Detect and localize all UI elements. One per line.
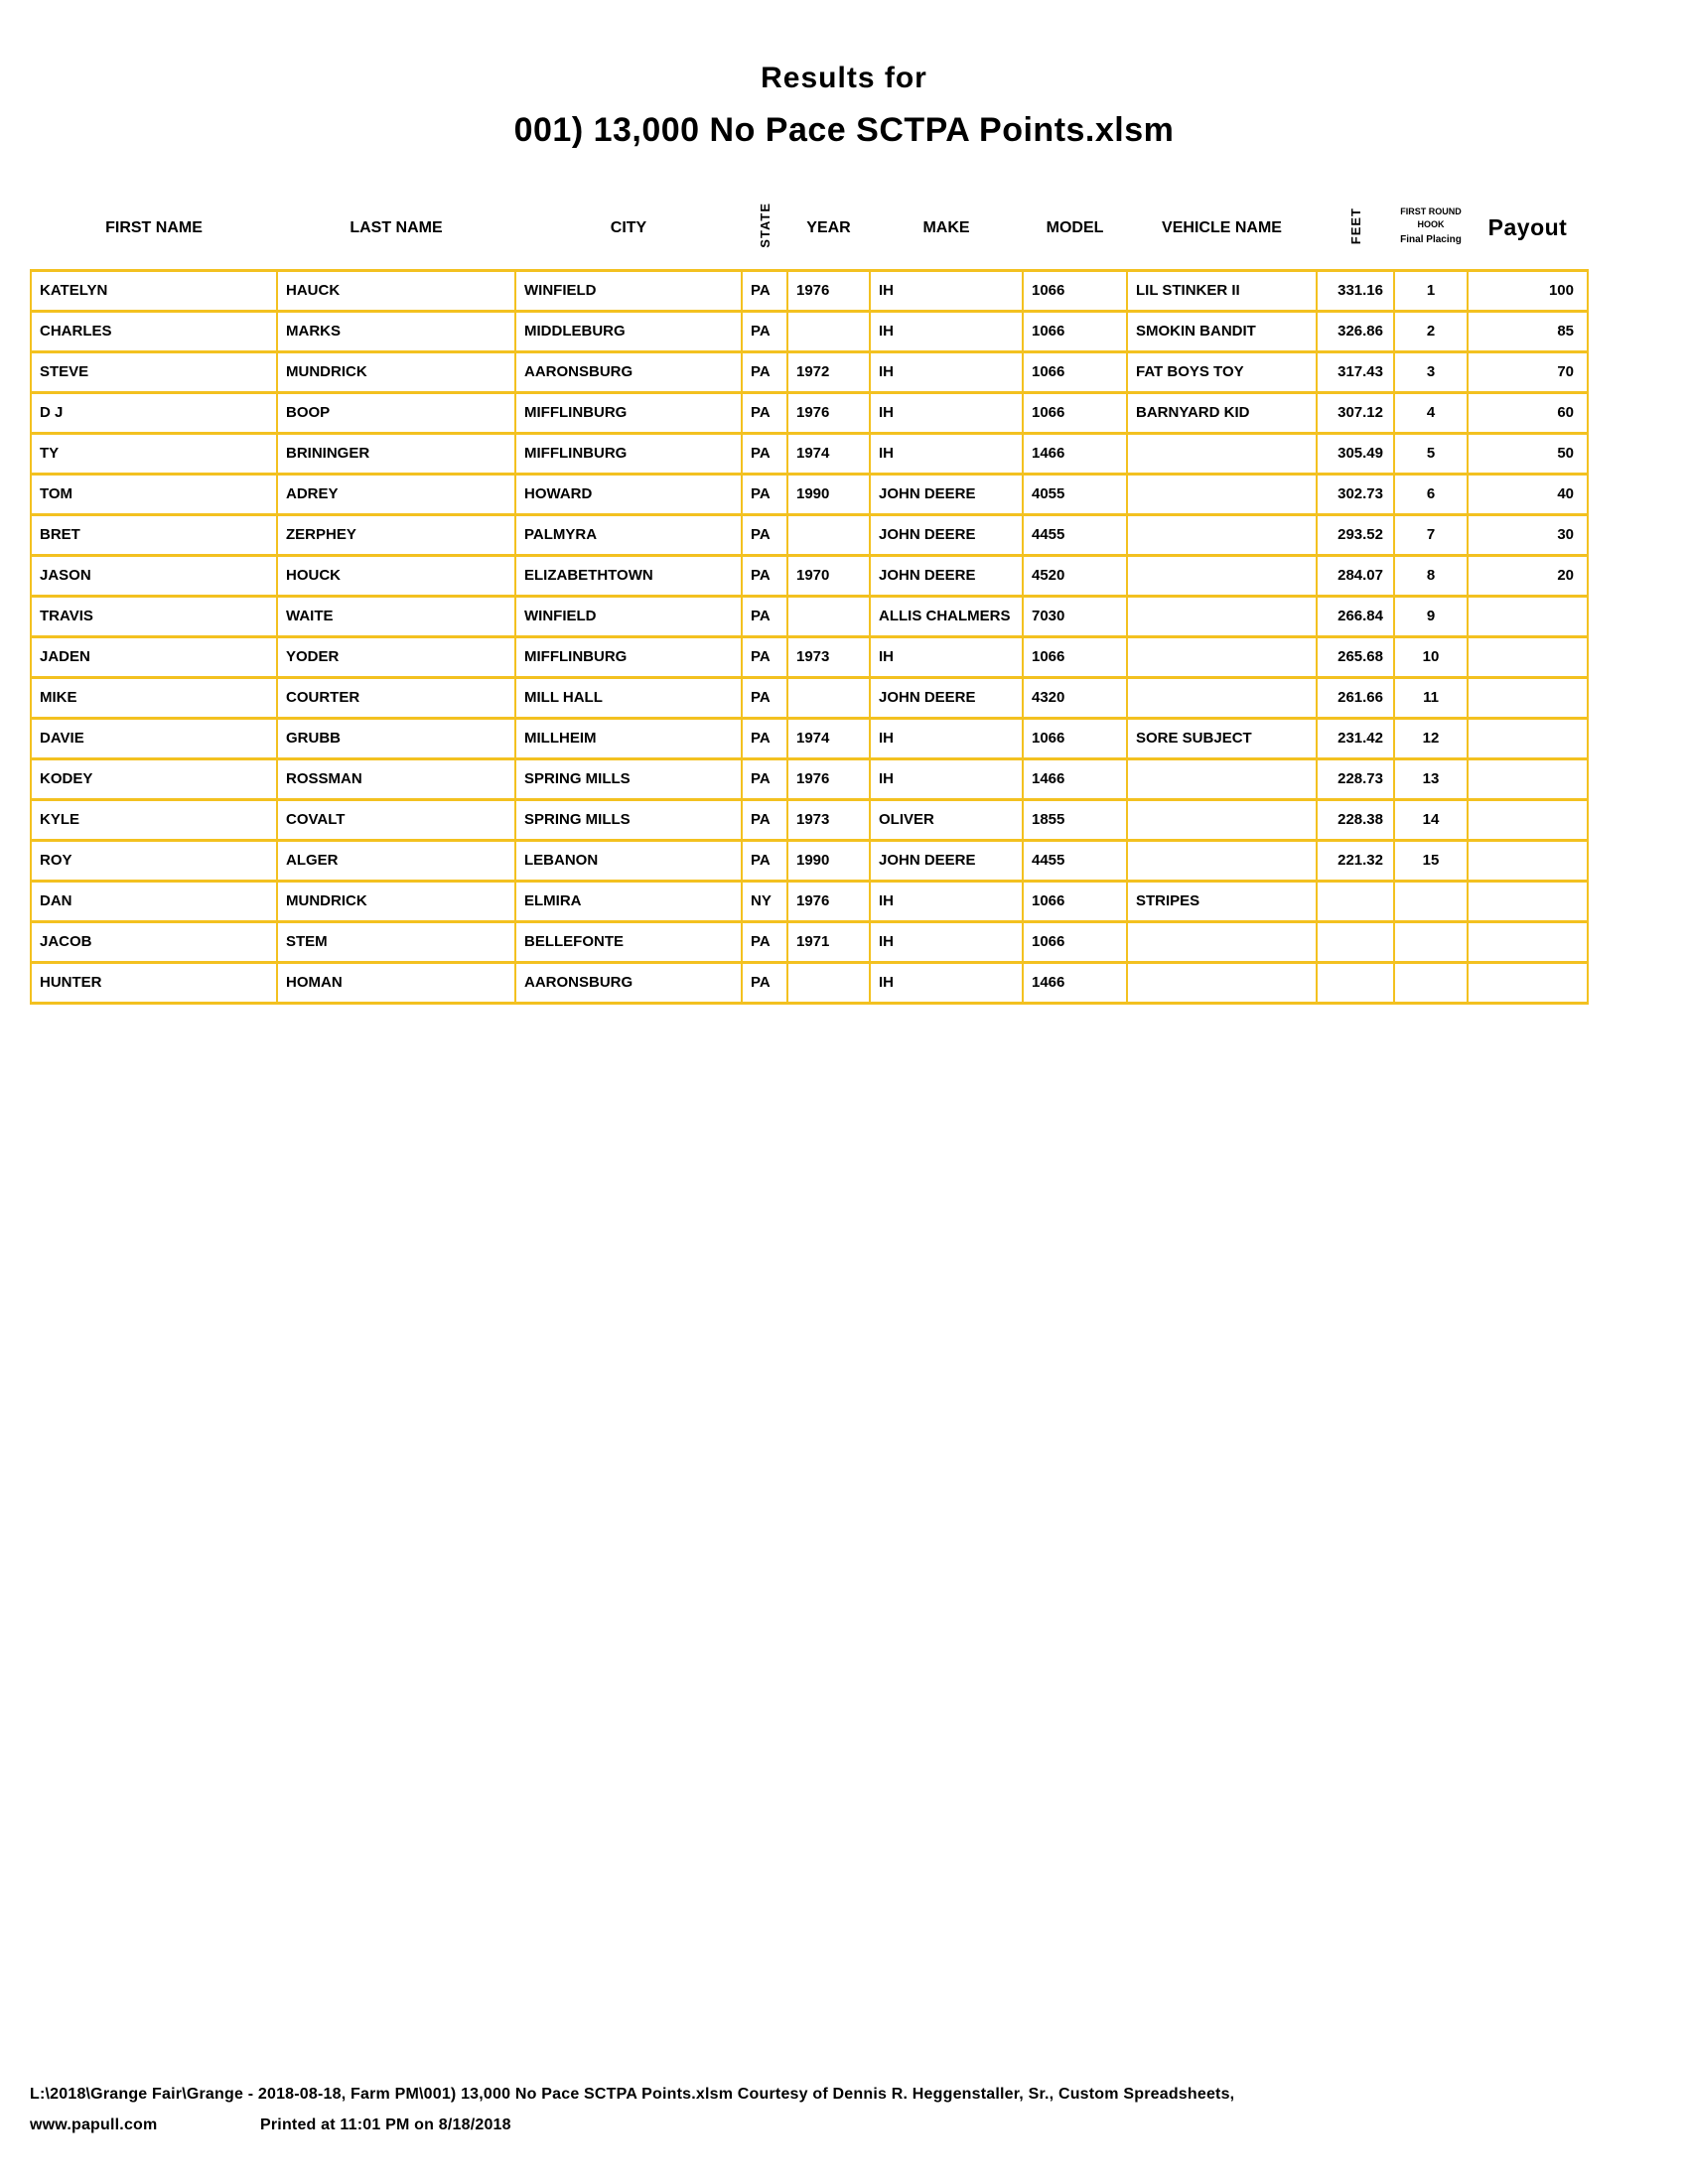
cell-feet: 326.86 <box>1317 311 1394 351</box>
cell-feet <box>1317 962 1394 1003</box>
results-table-wrap <box>30 194 1589 1005</box>
header-hook-line1: FIRST ROUND <box>1400 205 1462 216</box>
cell-model: 1466 <box>1023 433 1127 474</box>
cell-year: 1972 <box>787 351 870 392</box>
header-year: YEAR <box>806 218 851 236</box>
cell-vehicle-name <box>1127 840 1317 881</box>
cell-state: PA <box>742 433 787 474</box>
cell-state: PA <box>742 474 787 514</box>
cell-city: WINFIELD <box>515 596 742 636</box>
cell-state: PA <box>742 921 787 962</box>
cell-first-name: TRAVIS <box>31 596 277 636</box>
cell-last-name: ALGER <box>277 840 515 881</box>
cell-first-name: D J <box>31 392 277 433</box>
cell-state: PA <box>742 596 787 636</box>
cell-model: 4520 <box>1023 555 1127 596</box>
cell-last-name: HAUCK <box>277 270 515 311</box>
cell-first-name: HUNTER <box>31 962 277 1003</box>
cell-first-name: JASON <box>31 555 277 596</box>
cell-model: 4455 <box>1023 840 1127 881</box>
cell-hook: 15 <box>1394 840 1468 881</box>
cell-make: IH <box>870 311 1023 351</box>
cell-vehicle-name <box>1127 962 1317 1003</box>
cell-city: MIFFLINBURG <box>515 433 742 474</box>
cell-vehicle-name <box>1127 677 1317 718</box>
cell-city: ELIZABETHTOWN <box>515 555 742 596</box>
cell-model: 1066 <box>1023 636 1127 677</box>
header-feet-label: FEET <box>1347 206 1363 244</box>
cell-make: JOHN DEERE <box>870 514 1023 555</box>
cell-model: 1855 <box>1023 799 1127 840</box>
footer-printed-at: Printed at 11:01 PM on 8/18/2018 <box>260 2116 511 2133</box>
footer-website: www.papull.com <box>30 2116 158 2133</box>
cell-last-name: BOOP <box>277 392 515 433</box>
cell-model: 1066 <box>1023 351 1127 392</box>
cell-payout: 100 <box>1468 270 1588 311</box>
cell-vehicle-name: FAT BOYS TOY <box>1127 351 1317 392</box>
table-row <box>31 840 1588 881</box>
cell-payout <box>1468 758 1588 799</box>
cell-year: 1976 <box>787 392 870 433</box>
cell-state: PA <box>742 392 787 433</box>
cell-last-name: BRININGER <box>277 433 515 474</box>
cell-city: WINFIELD <box>515 270 742 311</box>
table-row <box>31 392 1588 433</box>
cell-hook: 4 <box>1394 392 1468 433</box>
header-feet <box>1317 194 1394 270</box>
cell-hook <box>1394 921 1468 962</box>
cell-make: IH <box>870 270 1023 311</box>
cell-hook: 5 <box>1394 433 1468 474</box>
cell-hook: 10 <box>1394 636 1468 677</box>
cell-feet: 317.43 <box>1317 351 1394 392</box>
header-city: CITY <box>610 218 647 236</box>
cell-feet: 331.16 <box>1317 270 1394 311</box>
cell-payout: 50 <box>1468 433 1588 474</box>
cell-make: JOHN DEERE <box>870 677 1023 718</box>
cell-hook: 9 <box>1394 596 1468 636</box>
cell-last-name: COURTER <box>277 677 515 718</box>
results-table-header <box>31 194 1588 270</box>
cell-vehicle-name <box>1127 758 1317 799</box>
cell-first-name: ROY <box>31 840 277 881</box>
header-vehicle-name: VEHICLE NAME <box>1162 218 1282 236</box>
cell-state: NY <box>742 881 787 921</box>
cell-year: 1974 <box>787 433 870 474</box>
cell-city: HOWARD <box>515 474 742 514</box>
cell-hook: 2 <box>1394 311 1468 351</box>
cell-vehicle-name <box>1127 555 1317 596</box>
cell-payout <box>1468 596 1588 636</box>
cell-feet: 266.84 <box>1317 596 1394 636</box>
cell-vehicle-name <box>1127 921 1317 962</box>
table-row <box>31 962 1588 1003</box>
cell-first-name: DAVIE <box>31 718 277 758</box>
cell-state: PA <box>742 799 787 840</box>
cell-city: MIFFLINBURG <box>515 392 742 433</box>
table-row <box>31 677 1588 718</box>
cell-year: 1990 <box>787 840 870 881</box>
header-hook-line2: HOOK <box>1417 219 1445 230</box>
cell-last-name: ZERPHEY <box>277 514 515 555</box>
cell-vehicle-name <box>1127 514 1317 555</box>
cell-make: IH <box>870 718 1023 758</box>
cell-city: MILLHEIM <box>515 718 742 758</box>
cell-feet: 228.38 <box>1317 799 1394 840</box>
cell-last-name: GRUBB <box>277 718 515 758</box>
cell-model: 1066 <box>1023 270 1127 311</box>
cell-state: PA <box>742 718 787 758</box>
page-footer <box>30 2079 1658 2140</box>
cell-model: 1066 <box>1023 392 1127 433</box>
cell-model: 4055 <box>1023 474 1127 514</box>
cell-year: 1976 <box>787 758 870 799</box>
table-row <box>31 758 1588 799</box>
cell-year <box>787 596 870 636</box>
cell-make: IH <box>870 881 1023 921</box>
cell-year: 1990 <box>787 474 870 514</box>
cell-hook: 11 <box>1394 677 1468 718</box>
header-first-name: FIRST NAME <box>105 218 203 236</box>
cell-state: PA <box>742 677 787 718</box>
cell-last-name: MARKS <box>277 311 515 351</box>
cell-city: MIDDLEBURG <box>515 311 742 351</box>
cell-hook: 1 <box>1394 270 1468 311</box>
header-row <box>31 194 1588 270</box>
cell-last-name: WAITE <box>277 596 515 636</box>
cell-payout <box>1468 718 1588 758</box>
table-row <box>31 799 1588 840</box>
cell-payout <box>1468 677 1588 718</box>
cell-last-name: YODER <box>277 636 515 677</box>
header-last-name: LAST NAME <box>350 218 443 236</box>
cell-last-name: COVALT <box>277 799 515 840</box>
cell-feet: 302.73 <box>1317 474 1394 514</box>
cell-last-name: ROSSMAN <box>277 758 515 799</box>
cell-city: ELMIRA <box>515 881 742 921</box>
cell-first-name: KODEY <box>31 758 277 799</box>
cell-make: IH <box>870 433 1023 474</box>
cell-vehicle-name: LIL STINKER II <box>1127 270 1317 311</box>
cell-first-name: JACOB <box>31 921 277 962</box>
cell-year: 1970 <box>787 555 870 596</box>
cell-hook: 14 <box>1394 799 1468 840</box>
cell-state: PA <box>742 840 787 881</box>
cell-feet: 293.52 <box>1317 514 1394 555</box>
cell-feet: 265.68 <box>1317 636 1394 677</box>
cell-model: 4320 <box>1023 677 1127 718</box>
table-row <box>31 596 1588 636</box>
title-filename: 001) 13,000 No Pace SCTPA Points.xlsm <box>513 111 1175 149</box>
cell-hook: 13 <box>1394 758 1468 799</box>
cell-feet <box>1317 881 1394 921</box>
cell-make: IH <box>870 351 1023 392</box>
table-row <box>31 555 1588 596</box>
cell-vehicle-name <box>1127 596 1317 636</box>
cell-state: PA <box>742 555 787 596</box>
cell-city: MILL HALL <box>515 677 742 718</box>
cell-year <box>787 677 870 718</box>
cell-year <box>787 514 870 555</box>
cell-make: IH <box>870 921 1023 962</box>
cell-last-name: MUNDRICK <box>277 881 515 921</box>
cell-make: IH <box>870 962 1023 1003</box>
cell-model: 1466 <box>1023 962 1127 1003</box>
cell-year: 1971 <box>787 921 870 962</box>
cell-city: AARONSBURG <box>515 351 742 392</box>
table-row <box>31 351 1588 392</box>
cell-make: JOHN DEERE <box>870 555 1023 596</box>
cell-year: 1973 <box>787 799 870 840</box>
footer-file-path: L:\2018\Grange Fair\Grange - 2018-08-18, Farm PM\001) 13,000 No Pace SCTPA Points.xlsm Courtesy of Dennis R. Heggenstaller, Sr., Custom Spreadsheets, <box>30 2086 1235 2103</box>
header-state <box>742 194 787 270</box>
cell-year: 1976 <box>787 270 870 311</box>
cell-first-name: MIKE <box>31 677 277 718</box>
cell-state: PA <box>742 636 787 677</box>
cell-vehicle-name: SORE SUBJECT <box>1127 718 1317 758</box>
header-make: MAKE <box>922 218 970 236</box>
cell-hook <box>1394 881 1468 921</box>
table-row <box>31 514 1588 555</box>
table-row <box>31 718 1588 758</box>
cell-year: 1976 <box>787 881 870 921</box>
cell-state: PA <box>742 351 787 392</box>
cell-year: 1973 <box>787 636 870 677</box>
cell-vehicle-name: BARNYARD KID <box>1127 392 1317 433</box>
header-model: MODEL <box>1046 218 1104 236</box>
cell-payout <box>1468 921 1588 962</box>
cell-payout: 60 <box>1468 392 1588 433</box>
table-row <box>31 433 1588 474</box>
cell-make: IH <box>870 392 1023 433</box>
cell-payout <box>1468 799 1588 840</box>
cell-hook: 3 <box>1394 351 1468 392</box>
cell-payout <box>1468 962 1588 1003</box>
table-row <box>31 881 1588 921</box>
cell-city: AARONSBURG <box>515 962 742 1003</box>
cell-feet <box>1317 921 1394 962</box>
cell-payout: 30 <box>1468 514 1588 555</box>
cell-last-name: HOMAN <box>277 962 515 1003</box>
table-row <box>31 636 1588 677</box>
cell-vehicle-name <box>1127 799 1317 840</box>
cell-state: PA <box>742 311 787 351</box>
cell-model: 1066 <box>1023 718 1127 758</box>
cell-feet: 228.73 <box>1317 758 1394 799</box>
cell-feet: 231.42 <box>1317 718 1394 758</box>
header-state-label: STATE <box>757 203 773 249</box>
cell-make: IH <box>870 636 1023 677</box>
cell-payout <box>1468 881 1588 921</box>
cell-payout <box>1468 840 1588 881</box>
cell-city: SPRING MILLS <box>515 758 742 799</box>
cell-state: PA <box>742 270 787 311</box>
cell-model: 7030 <box>1023 596 1127 636</box>
cell-make: ALLIS CHALMERS <box>870 596 1023 636</box>
cell-payout: 70 <box>1468 351 1588 392</box>
cell-city: LEBANON <box>515 840 742 881</box>
cell-hook: 7 <box>1394 514 1468 555</box>
cell-feet: 221.32 <box>1317 840 1394 881</box>
cell-state: PA <box>742 514 787 555</box>
table-row <box>31 921 1588 962</box>
cell-first-name: DAN <box>31 881 277 921</box>
cell-vehicle-name <box>1127 474 1317 514</box>
cell-first-name: STEVE <box>31 351 277 392</box>
cell-city: SPRING MILLS <box>515 799 742 840</box>
cell-state: PA <box>742 962 787 1003</box>
cell-model: 1066 <box>1023 311 1127 351</box>
cell-model: 4455 <box>1023 514 1127 555</box>
cell-vehicle-name: SMOKIN BANDIT <box>1127 311 1317 351</box>
cell-payout: 40 <box>1468 474 1588 514</box>
cell-payout: 85 <box>1468 311 1588 351</box>
cell-make: JOHN DEERE <box>870 474 1023 514</box>
cell-feet: 307.12 <box>1317 392 1394 433</box>
cell-year: 1974 <box>787 718 870 758</box>
cell-payout: 20 <box>1468 555 1588 596</box>
cell-last-name: ADREY <box>277 474 515 514</box>
results-table-body <box>31 270 1588 1003</box>
cell-model: 1066 <box>1023 921 1127 962</box>
cell-model: 1066 <box>1023 881 1127 921</box>
title-results-for: Results for <box>761 62 927 94</box>
cell-hook: 12 <box>1394 718 1468 758</box>
cell-first-name: TOM <box>31 474 277 514</box>
cell-hook <box>1394 962 1468 1003</box>
cell-city: BELLEFONTE <box>515 921 742 962</box>
footer-second-line <box>30 2110 1658 2140</box>
cell-city: MIFFLINBURG <box>515 636 742 677</box>
cell-first-name: KATELYN <box>31 270 277 311</box>
cell-year <box>787 962 870 1003</box>
cell-first-name: KYLE <box>31 799 277 840</box>
cell-city: PALMYRA <box>515 514 742 555</box>
cell-state: PA <box>742 758 787 799</box>
cell-last-name: STEM <box>277 921 515 962</box>
cell-feet: 284.07 <box>1317 555 1394 596</box>
cell-make: JOHN DEERE <box>870 840 1023 881</box>
cell-feet: 261.66 <box>1317 677 1394 718</box>
cell-first-name: CHARLES <box>31 311 277 351</box>
table-row <box>31 474 1588 514</box>
table-row <box>31 270 1588 311</box>
cell-make: IH <box>870 758 1023 799</box>
cell-last-name: MUNDRICK <box>277 351 515 392</box>
cell-first-name: JADEN <box>31 636 277 677</box>
page-title <box>0 62 1688 150</box>
cell-hook: 6 <box>1394 474 1468 514</box>
cell-feet: 305.49 <box>1317 433 1394 474</box>
cell-vehicle-name: STRIPES <box>1127 881 1317 921</box>
header-first-round-hook <box>1394 194 1468 270</box>
cell-vehicle-name <box>1127 433 1317 474</box>
cell-first-name: BRET <box>31 514 277 555</box>
header-hook-line3: Final Placing <box>1400 233 1462 245</box>
cell-first-name: TY <box>31 433 277 474</box>
cell-year <box>787 311 870 351</box>
cell-make: OLIVER <box>870 799 1023 840</box>
cell-last-name: HOUCK <box>277 555 515 596</box>
header-payout: Payout <box>1487 214 1568 241</box>
cell-payout <box>1468 636 1588 677</box>
cell-vehicle-name <box>1127 636 1317 677</box>
cell-model: 1466 <box>1023 758 1127 799</box>
table-row <box>31 311 1588 351</box>
cell-hook: 8 <box>1394 555 1468 596</box>
results-table <box>30 194 1589 1005</box>
